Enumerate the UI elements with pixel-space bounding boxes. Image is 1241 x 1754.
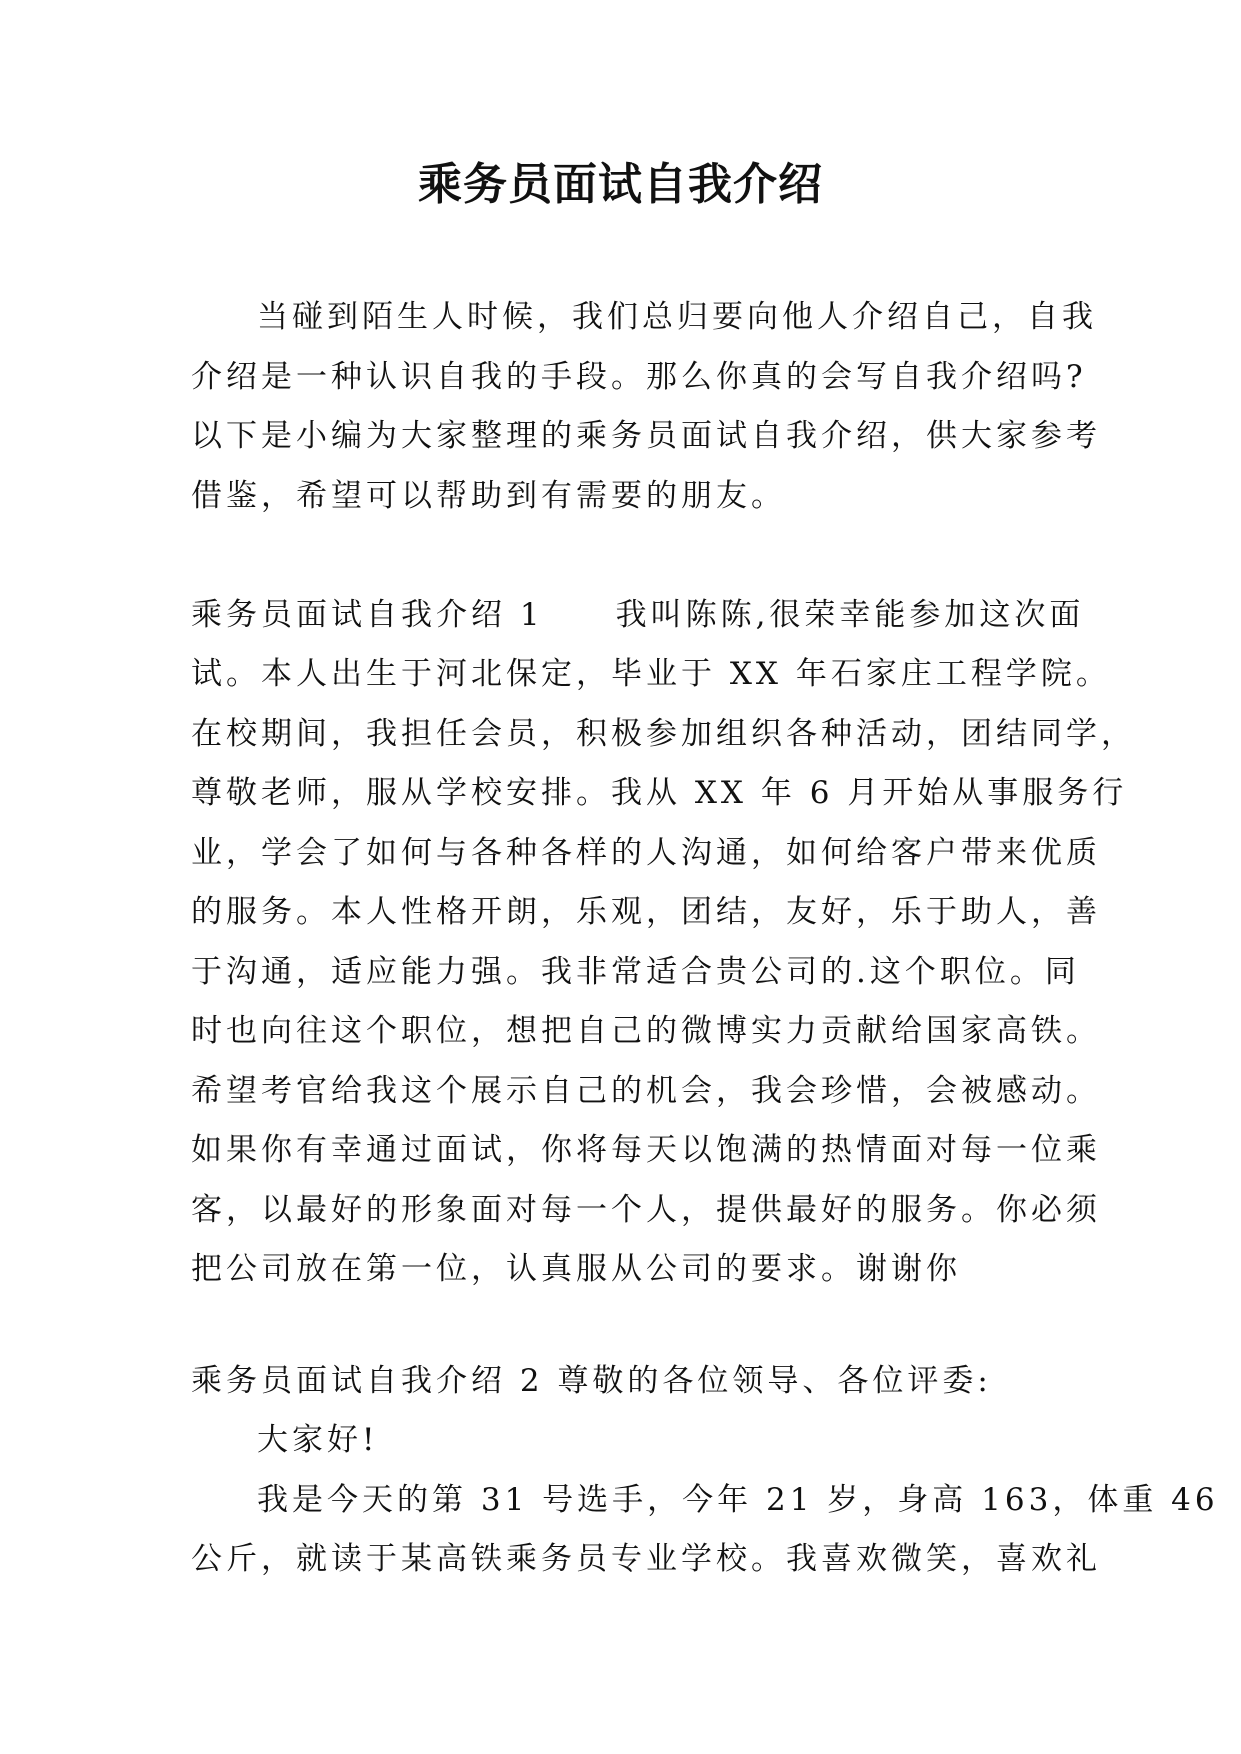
section-1-line: 于沟通，适应能力强。我非常适合贵公司的.这个职位。同 xyxy=(191,953,1080,990)
paragraph-gap xyxy=(191,526,1063,586)
section-1-first-text: 我叫陈陈,很荣幸能参加这次面 xyxy=(615,596,1085,633)
section-1-line: 在校期间，我担任会员，积极参加组织各种活动，团结同学， xyxy=(191,715,1136,752)
section-2-first-text: 尊敬的各位领导、各位评委: xyxy=(557,1362,992,1399)
section-2-heading: 乘务员面试自我介绍 2 xyxy=(191,1362,544,1399)
section-1-line: 尊敬老师，服从学校安排。我从 XX 年 6 月开始从事服务行 xyxy=(191,775,1128,811)
section-1-line: 时也向往这个职位，想把自己的微博实力贡献给国家高铁。 xyxy=(191,1013,1101,1049)
paragraph-gap xyxy=(191,1300,1063,1352)
intro-line: 介绍是一种认识自我的手段。那么你真的会写自我介绍吗? xyxy=(191,358,1087,395)
section-2-greeting: 大家好! xyxy=(257,1422,379,1458)
section-1-heading: 乘务员面试自我介绍 1 xyxy=(191,596,544,633)
section-1-line: 试。本人出生于河北保定，毕业于 XX 年石家庄工程学院。 xyxy=(191,656,1111,692)
intro-paragraph xyxy=(191,288,1101,526)
section-1-line: 如果你有幸通过面试，你将每天以饱满的热情面对每一位乘 xyxy=(191,1132,1101,1168)
section-1-line: 的服务。本人性格开朗，乐观，团结，友好，乐于助人，善 xyxy=(191,894,1101,930)
section-2 xyxy=(191,1352,1219,1590)
section-1 xyxy=(191,586,1136,1300)
intro-line: 以下是小编为大家整理的乘务员面试自我介绍，供大家参考 xyxy=(191,418,1101,454)
section-2-line: 公斤，就读于某高铁乘务员专业学校。我喜欢微笑，喜欢礼 xyxy=(191,1541,1101,1577)
document-body xyxy=(191,288,1219,1590)
section-1-line: 客，以最好的形象面对每一个人，提供最好的服务。你必须 xyxy=(191,1191,1101,1228)
section-1-first-line xyxy=(191,586,1085,646)
section-2-first-line xyxy=(191,1352,1063,1412)
intro-line: 借鉴，希望可以帮助到有需要的朋友。 xyxy=(191,477,786,514)
section-1-line: 把公司放在第一位，认真服从公司的要求。谢谢你 xyxy=(191,1251,961,1287)
section-1-line: 业，学会了如何与各种各样的人沟通，如何给客户带来优质 xyxy=(191,834,1101,871)
section-2-line: 我是今天的第 31 号选手，今年 21 岁，身高 163，体重 46 xyxy=(257,1481,1219,1518)
intro-line: 当碰到陌生人时候，我们总归要向他人介绍自己，自我 xyxy=(257,299,1097,335)
section-1-line: 希望考官给我这个展示自己的机会，我会珍惜，会被感动。 xyxy=(191,1072,1101,1109)
document-title: 乘务员面试自我介绍 xyxy=(418,159,823,210)
